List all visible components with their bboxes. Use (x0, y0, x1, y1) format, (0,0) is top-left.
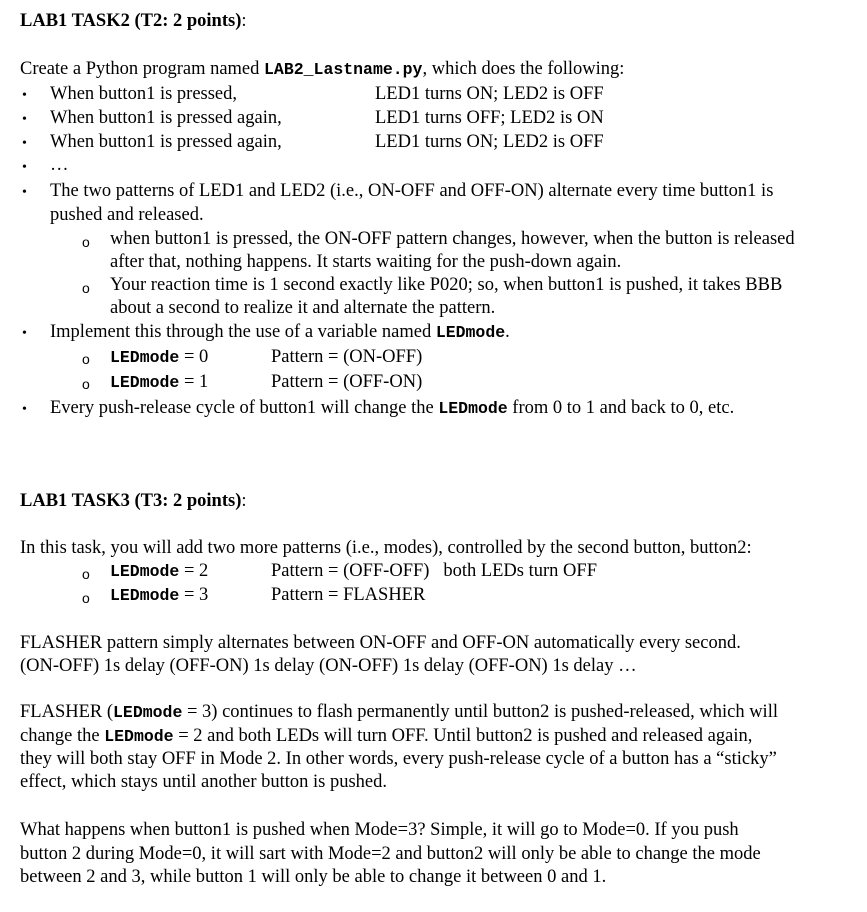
list-item-result: LED1 turns ON; LED2 is OFF (375, 84, 604, 104)
list-item: When button1 is pressed again, (50, 108, 282, 128)
task2-heading: LAB1 TASK2 (T2: 2 points): (20, 11, 247, 31)
cycle-text: Every push-release cycle of button1 will change the LEDmode from 0 to 1 and back to 0, etc. (50, 398, 735, 418)
sticky-paragraph: FLASHER (LEDmode = 3) continues to flash permanently until button2 is pushed-released, which will (20, 702, 778, 722)
sub-bullet-icon: o (82, 234, 90, 250)
sub-list-item: about a second to realize it and alternate the pattern. (110, 298, 496, 318)
mode-item: LEDmode = 3 (110, 585, 209, 605)
alternate-text: pushed and released. (50, 205, 204, 225)
list-item-result: LED1 turns ON; LED2 is OFF (375, 132, 604, 152)
sub-list-item: Your reaction time is 1 second exactly like P020; so, when button1 is pushed, it takes BBB (110, 275, 783, 295)
flasher-paragraph: (ON-OFF) 1s delay (OFF-ON) 1s delay (ON-OFF) 1s delay (OFF-ON) 1s delay … (20, 656, 637, 676)
sub-bullet-icon: o (82, 280, 90, 296)
sub-bullet-icon: o (82, 566, 90, 582)
bullet-icon: • (22, 326, 27, 341)
sticky-paragraph: they will both stay OFF in Mode 2. In other words, every push-release cycle of a button has a “sticky” (20, 749, 777, 769)
sub-list-item: when button1 is pressed, the ON-OFF pattern changes, however, when the button is released (110, 229, 795, 249)
mode-pattern: Pattern = (ON-OFF) (271, 347, 423, 367)
list-item: When button1 is pressed again, (50, 132, 282, 152)
bullet-icon: • (22, 112, 27, 127)
bullet-icon: • (22, 136, 27, 151)
implement-text: Implement this through the use of a variable named LEDmode. (50, 322, 510, 342)
sticky-paragraph: effect, which stays until another button is pushed. (20, 772, 388, 792)
filename-code: LAB2_Lastname.py (264, 60, 423, 79)
mode-pattern: Pattern = FLASHER (271, 585, 426, 605)
mode-question-paragraph: What happens when button1 is pushed when Mode=3? Simple, it will go to Mode=0. If you push (20, 820, 739, 840)
task2-intro: Create a Python program named LAB2_Lastname.py, which does the following: (20, 59, 625, 79)
sub-bullet-icon: o (82, 351, 90, 367)
bullet-icon: • (22, 88, 27, 103)
flasher-paragraph: FLASHER pattern simply alternates between ON-OFF and OFF-ON automatically every second. (20, 633, 741, 653)
list-item: When button1 is pressed, (50, 84, 238, 104)
mode-question-paragraph: between 2 and 3, while button 1 will only be able to change it between 0 and 1. (20, 867, 607, 887)
bullet-icon: • (22, 160, 27, 175)
mode-item: LEDmode = 0 (110, 347, 209, 367)
sub-bullet-icon: o (82, 590, 90, 606)
list-item-ellipsis: … (50, 155, 69, 175)
list-item-result: LED1 turns OFF; LED2 is ON (375, 108, 604, 128)
mode-pattern: Pattern = (OFF-OFF) both LEDs turn OFF (271, 561, 597, 581)
task3-intro: In this task, you will add two more patterns (i.e., modes), controlled by the second button, button2: (20, 538, 752, 558)
mode-question-paragraph: button 2 during Mode=0, it will sart with Mode=2 and button2 will only be able to change the mode (20, 844, 761, 864)
mode-pattern: Pattern = (OFF-ON) (271, 372, 423, 392)
sub-list-item: after that, nothing happens. It starts waiting for the push-down again. (110, 252, 622, 272)
bullet-icon: • (22, 402, 27, 417)
mode-item: LEDmode = 2 (110, 561, 209, 581)
sub-bullet-icon: o (82, 376, 90, 392)
sticky-paragraph: change the LEDmode = 2 and both LEDs will turn OFF. Until button2 is pushed and released again, (20, 726, 753, 746)
mode-item: LEDmode = 1 (110, 372, 209, 392)
alternate-text: The two patterns of LED1 and LED2 (i.e., ON-OFF and OFF-ON) alternate every time button1 is (50, 181, 774, 201)
bullet-icon: • (22, 185, 27, 200)
task3-heading: LAB1 TASK3 (T3: 2 points): (20, 491, 247, 511)
